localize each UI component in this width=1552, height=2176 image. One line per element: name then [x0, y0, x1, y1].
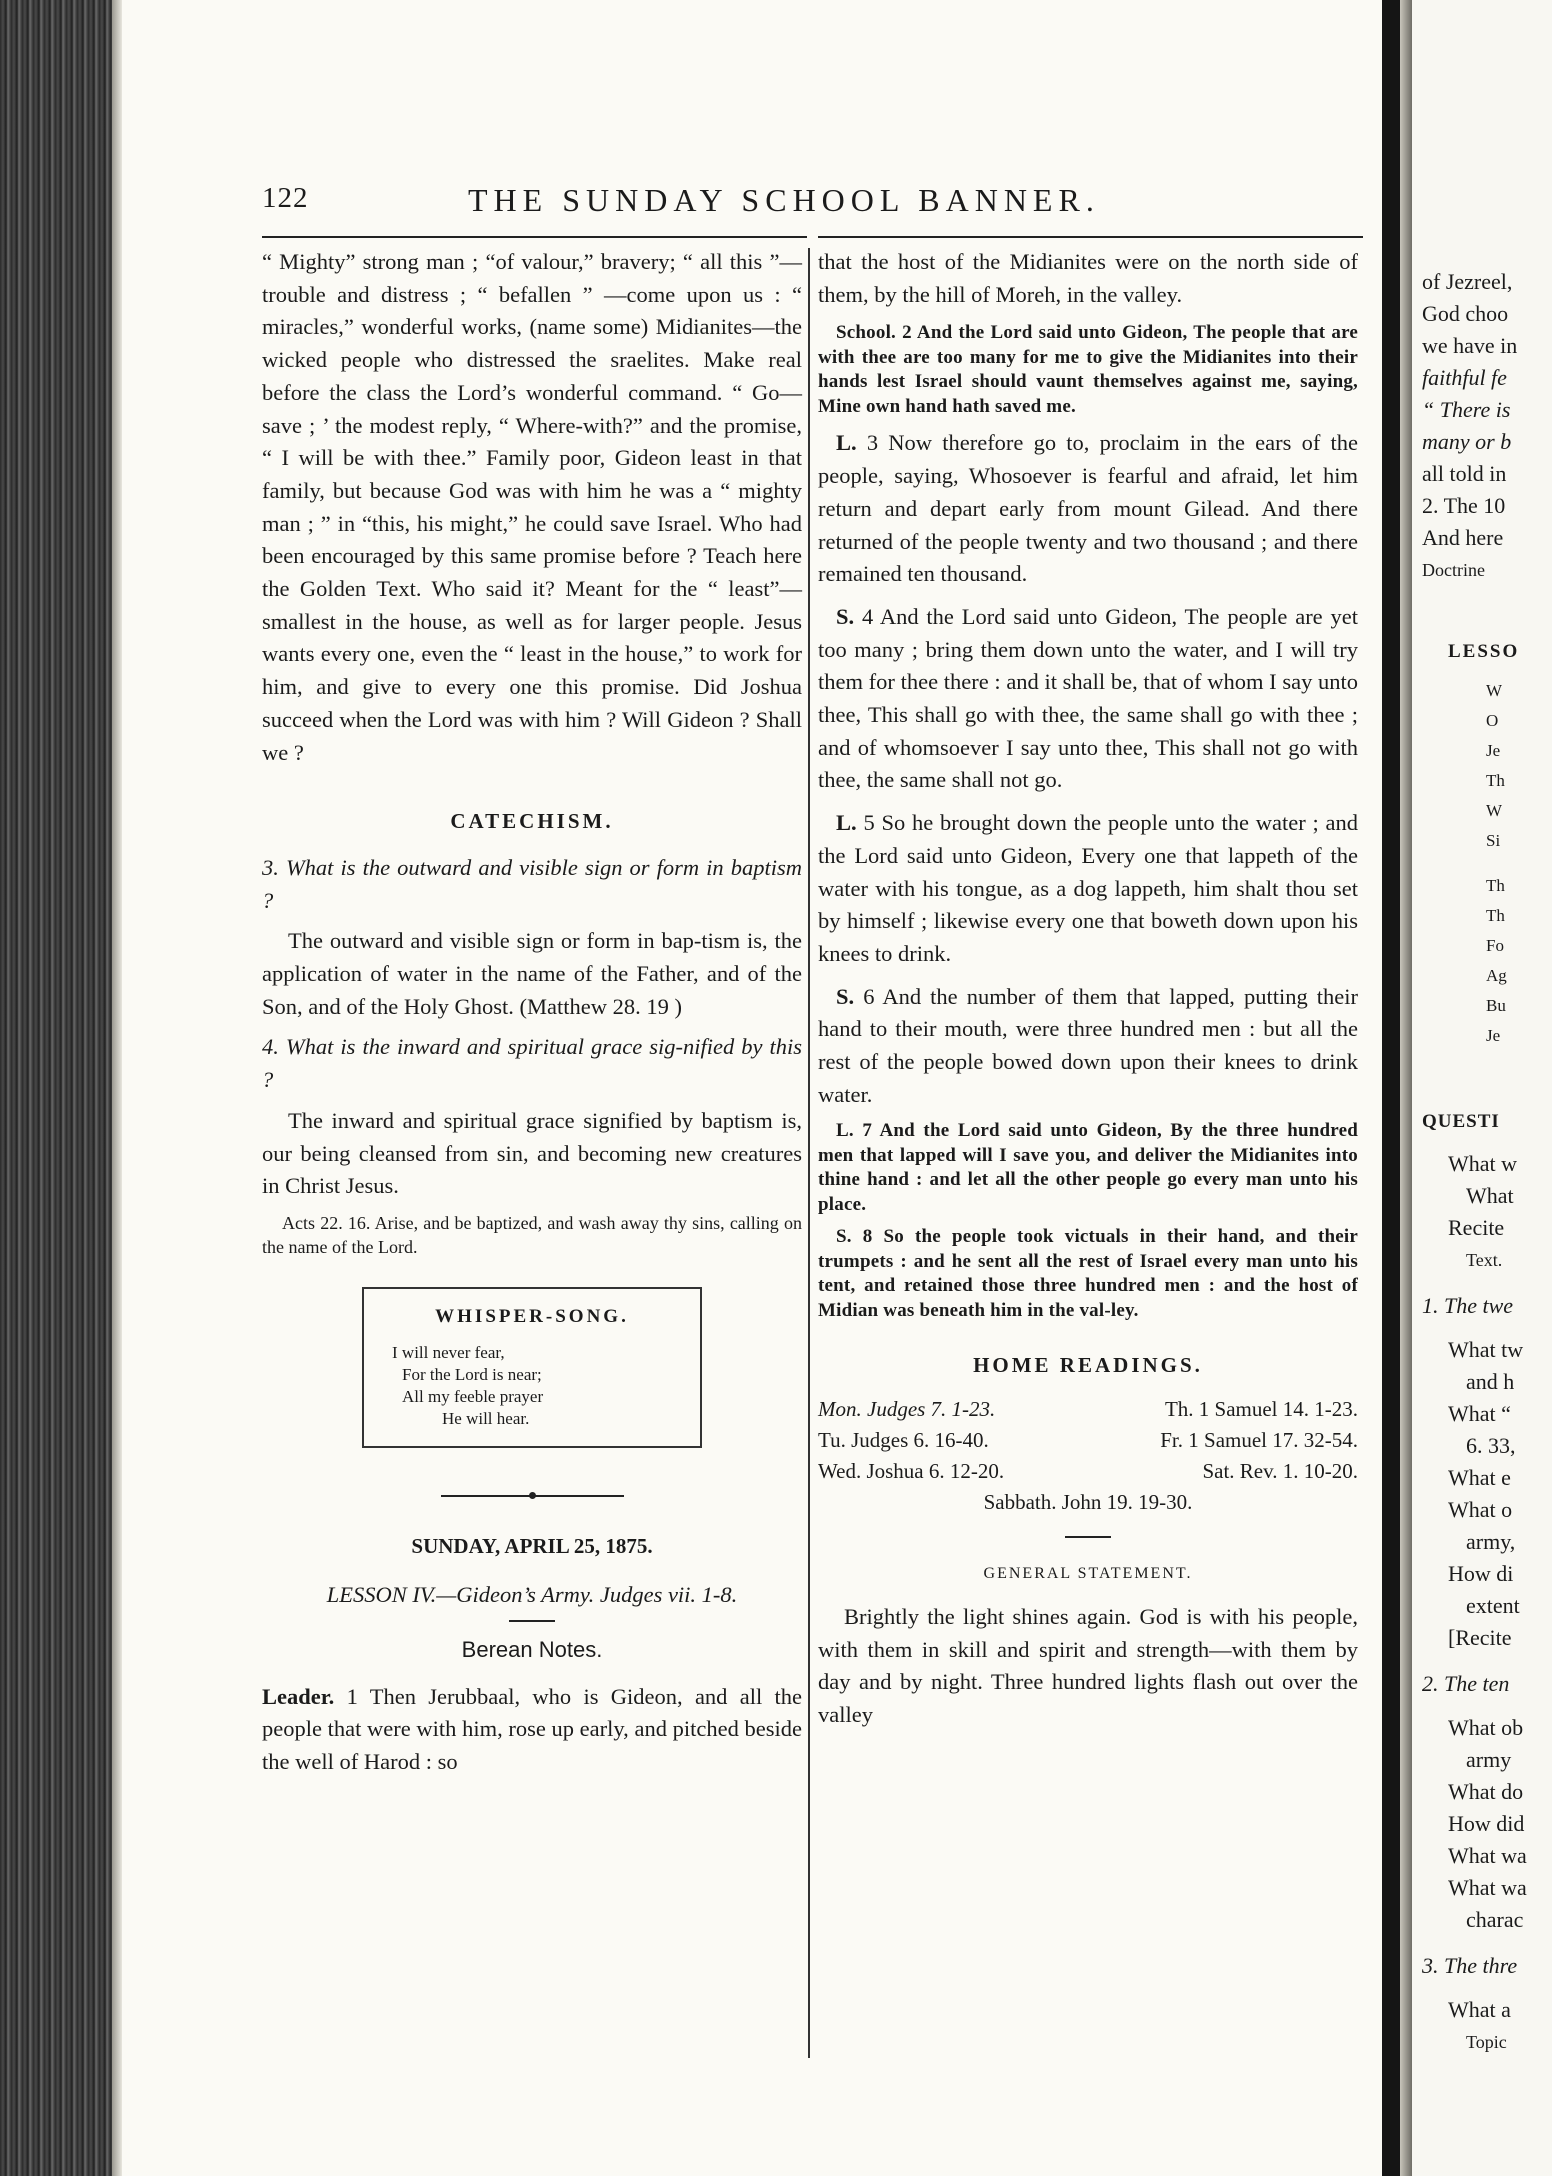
verse-6: 6 And the number of them that lapped, putting their hand to their mouth, were three hundred men : but all the rest of the people bowed down upon their knees to drink water. — [818, 983, 1359, 1107]
next-page-letter: W — [1486, 681, 1503, 700]
verse-3: 3 Now therefore go to, proclaim in the ears of the people, saying, Whosoever is fearful and afraid, let him return and depart early from mount Gilead. And there returned of the people twenty and two thousand ; and there remained ten thousand. — [818, 430, 1358, 587]
right-column — [818, 246, 1358, 1732]
whisper-line: All my feeble prayer — [402, 1386, 544, 1406]
sabbath-reading: Sabbath. John 19. 19-30. — [983, 1490, 1193, 1515]
readings-row — [818, 1456, 1358, 1487]
next-page-letter: W — [1486, 801, 1503, 820]
reading-item: Tu. Judges 6. 16-40. — [818, 1428, 989, 1453]
next-page-letter: Si — [1486, 831, 1501, 850]
next-page-letter: Th — [1486, 771, 1505, 790]
next-page-question: charac — [1466, 1907, 1524, 1932]
verse-3-label: L. — [836, 430, 857, 456]
next-page-line: of Jezreel, — [1422, 269, 1513, 294]
home-readings-table — [818, 1394, 1358, 1518]
next-page-line: God choo — [1422, 301, 1509, 326]
next-page-lesson-heading: LESSO — [1448, 641, 1520, 662]
catechism-question-4: 4. What is the inward and spiritual grace sig-nified by this ? — [262, 1034, 802, 1093]
header-rule-left — [262, 236, 807, 238]
page-gutter — [1400, 0, 1412, 2176]
next-page-question: extent — [1466, 1593, 1520, 1618]
next-page-letter: O — [1486, 711, 1499, 730]
next-page-question: Text. — [1466, 1250, 1503, 1270]
verse-8: S. 8 So the people took victuals in their hand, and their trumpets : and he sent all the rest of Israel every man unto his tent, and retained those three hundred men : and the host of Midian was beneath him in the val-ley. — [818, 1226, 1358, 1321]
next-page-letter: Je — [1486, 1026, 1501, 1045]
readings-row — [818, 1425, 1358, 1456]
next-page-question: 6. 33, — [1466, 1433, 1516, 1458]
page-number: 122 — [262, 182, 309, 214]
berean-notes-heading: Berean Notes. — [461, 1636, 603, 1662]
page-edge-shadow — [112, 0, 122, 2176]
reading-item: Sat. Rev. 1. 10-20. — [1202, 1459, 1358, 1484]
next-page-question: Recite — [1448, 1215, 1505, 1240]
ornament-divider — [262, 1478, 802, 1511]
next-page-line: faithful fe — [1422, 365, 1507, 390]
verse-6-label: S. — [836, 983, 855, 1009]
next-page-question: How di — [1448, 1561, 1514, 1586]
next-page-question: army — [1466, 1747, 1512, 1772]
verse-5: 5 So he brought down the people unto the water ; and the Lord said unto Gideon, Every one that lappeth of the water with his tongue, as a dog lappeth, him shalt thou set by himself ; likewise every one that boweth down upon his knees to drink. — [818, 810, 1359, 966]
next-page-line: many or b — [1422, 429, 1512, 454]
next-page-question: What o — [1448, 1497, 1513, 1522]
next-page-strip — [1412, 0, 1552, 2176]
verse-2: School. 2 And the Lord said unto Gideon, The people that are with thee are too many for me to give the Midianites into their hands lest Israel should vaunt themselves against me, saying, Mine own hand hath saved me. — [818, 322, 1358, 417]
book-spine — [0, 0, 112, 2176]
next-page-question: and h — [1466, 1369, 1515, 1394]
next-page-question: 1. The twe — [1422, 1293, 1514, 1318]
next-page-line: all told in — [1422, 461, 1507, 486]
next-page-question: Topic — [1466, 2032, 1507, 2052]
verse-4: 4 And the Lord said unto Gideon, The people are yet too many ; bring them down unto the water, and I will try them for thee there : and it shall be, that of whom I say unto thee, This shall go with thee, the same shall go with thee ; and of whomsoever I say unto thee, This shall not go with thee, the same shall not go. — [818, 603, 1358, 793]
next-page-question: What wa — [1448, 1843, 1527, 1868]
next-page-question: What tw — [1448, 1337, 1524, 1362]
short-rule — [1065, 1536, 1111, 1538]
home-readings-heading: HOME READINGS. — [973, 1353, 1203, 1378]
next-page-question: What e — [1448, 1465, 1511, 1490]
next-page-question: [Recite — [1448, 1625, 1512, 1650]
next-page-question: What — [1466, 1183, 1514, 1208]
next-page-line: 2. The 10 — [1422, 493, 1506, 518]
next-page-letter: Th — [1486, 876, 1505, 895]
next-page-question: What ob — [1448, 1715, 1524, 1740]
lesson-title: LESSON IV.—Gideon’s Army. Judges vii. 1-8. — [326, 1582, 738, 1608]
lesson-date: SUNDAY, APRIL 25, 1875. — [411, 1534, 653, 1559]
reading-item: Th. 1 Samuel 14. 1-23. — [1164, 1397, 1358, 1422]
next-page-letter: Je — [1486, 741, 1501, 760]
leader-label: Leader. — [262, 1683, 335, 1709]
next-page-question: What wa — [1448, 1875, 1527, 1900]
acts-reference: Acts 22. 16. Arise, and be baptized, and wash away thy sins, calling on the name of the Lord. — [262, 1212, 802, 1257]
reading-item: Wed. Joshua 6. 12-20. — [818, 1459, 1005, 1484]
catechism-question-3: 3. What is the outward and visible sign or form in baptism ? — [262, 854, 802, 913]
next-page-letter: Th — [1486, 906, 1505, 925]
column-divider — [808, 248, 810, 2058]
next-page-letter: Ag — [1486, 966, 1507, 985]
whisper-song-title: WHISPER-SONG. — [435, 1305, 629, 1327]
page-title: THE SUNDAY SCHOOL BANNER. — [468, 182, 1100, 218]
verse-7: L. 7 And the Lord said unto Gideon, By the three hundred men that lapped will I save you, and deliver the Midianites into thine hand : and let all the other people go every man unto his place. — [818, 1120, 1358, 1215]
next-page-question: What do — [1448, 1779, 1524, 1804]
whisper-song-box — [362, 1287, 702, 1448]
next-page-line: Doctrine — [1422, 560, 1485, 580]
general-statement-text: Brightly the light shines again. God is with his people, with them in skill and spirit and strength—with them by day and by night. Three hundred lights flash out over the valley — [818, 1603, 1358, 1727]
reading-item: Fr. 1 Samuel 17. 32-54. — [1160, 1428, 1358, 1453]
verse-1-continued: that the host of the Midianites were on the north side of them, by the hill of Moreh, in the valley. — [818, 249, 1358, 307]
verse-5-label: L. — [836, 810, 857, 836]
next-page-line: And here — [1422, 525, 1504, 550]
next-page-question: How did — [1448, 1811, 1525, 1836]
verse-1: 1 Then Jerubbaal, who is Gideon, and all the people that were with him, rose up early, and pitched beside the well of Harod : so — [262, 1683, 803, 1774]
next-page-letter: Bu — [1486, 996, 1506, 1015]
catechism-heading: CATECHISM. — [450, 809, 614, 834]
catechism-answer-3: The outward and visible sign or form in bap-tism is, the application of water in the name of the Father, and of the Son, and of the Holy Ghost. (Matthew 28. 19 ) — [262, 928, 802, 1019]
next-page-questions-heading: QUESTI — [1422, 1111, 1500, 1132]
next-page-line: “ There is — [1422, 397, 1511, 422]
whisper-line: He will hear. — [442, 1408, 530, 1428]
reading-item: Mon. Judges 7. 1-23. — [818, 1397, 996, 1422]
next-page-question: What w — [1448, 1151, 1518, 1176]
whisper-line: I will never fear, — [392, 1342, 505, 1362]
next-page-question: What a — [1448, 1997, 1511, 2022]
short-rule — [509, 1620, 555, 1622]
general-statement-heading: GENERAL STATEMENT. — [983, 1565, 1193, 1583]
next-page-line: we have in — [1422, 333, 1518, 358]
next-page-question: army, — [1466, 1529, 1516, 1554]
header-rule-right — [818, 236, 1363, 238]
next-page-question: 3. The thre — [1422, 1953, 1518, 1978]
intro-paragraph: “ Mighty” strong man ; “of valour,” bravery; “ all this ”—trouble and distress ; “ befallen ” —come upon us : “ miracles,” wonderful works, (name some) Midianites—the wicked people who distressed the sraelites. Make real before the class the Lord’s wonderful command. “ Go—save ; ’ the modest reply, “ Where-with?” and the promise, “ I will be with thee.” Family poor, Gideon least in that family, but because God was with him he was a “ mighty man ; ” in “this, his might,” he could save Israel. Who had been encouraged by this same promise before ? Teach here the Golden Text. Who said it? Meant for the “ least”—smallest in the house, as well as for larger people. Jesus wants every one, even the “ least in the house,” to work for him, and give to every one this promise. Did Joshua succeed when the Lord was with him ? Will Gideon ? Shall we ? — [262, 249, 802, 765]
page-header — [262, 172, 1352, 232]
catechism-answer-4: The inward and spiritual grace signified by baptism is, our being cleansed from sin, and becoming new creatures in Christ Jesus. — [262, 1107, 802, 1199]
verse-4-label: S. — [836, 603, 855, 629]
next-page-letter: Fo — [1486, 936, 1504, 955]
readings-row — [818, 1394, 1358, 1425]
next-page-question: What “ — [1448, 1401, 1511, 1426]
whisper-line: For the Lord is near; — [402, 1364, 542, 1384]
left-column — [262, 246, 802, 1779]
next-page-question: 2. The ten — [1422, 1671, 1510, 1696]
